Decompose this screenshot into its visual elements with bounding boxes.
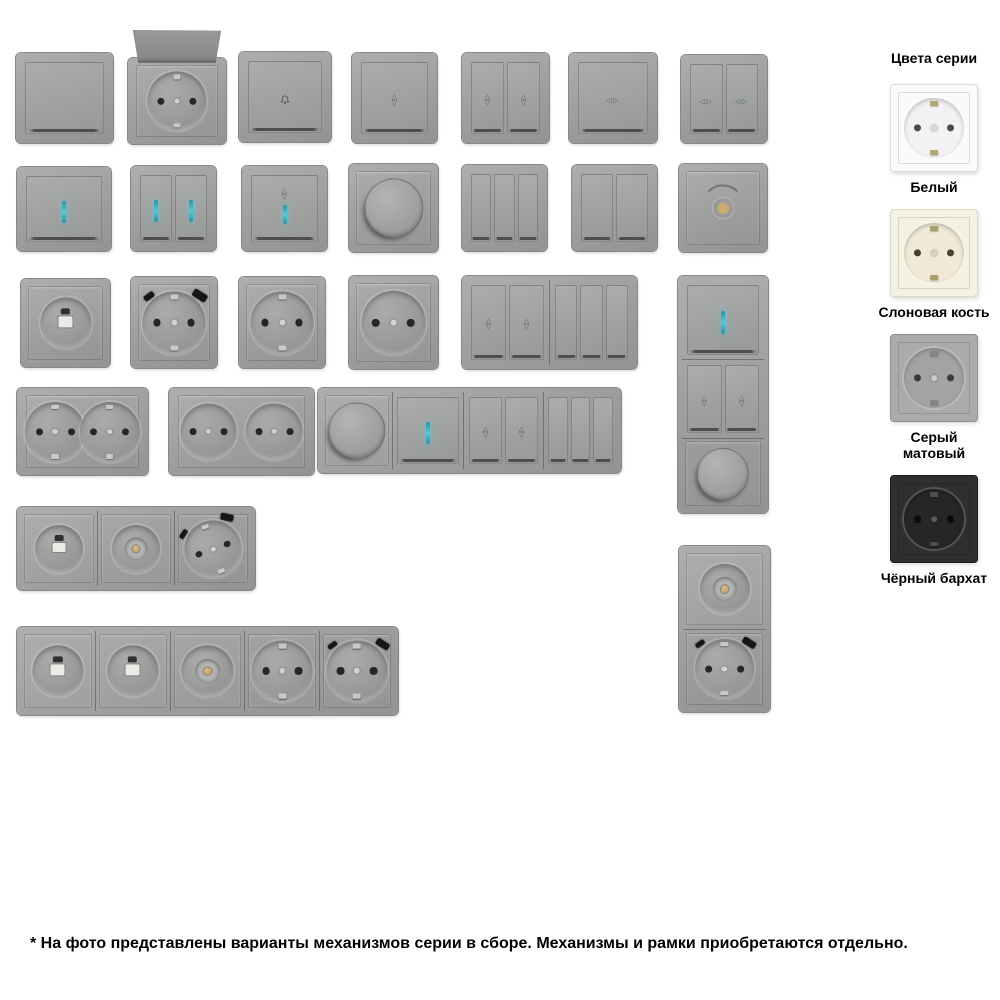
- ethernet-module: [21, 631, 95, 711]
- rj45-clip: [128, 656, 137, 663]
- rockers: [361, 62, 429, 134]
- up-down-arrows-icon: [702, 396, 707, 408]
- earth-clip: [353, 694, 361, 699]
- switch2-arrows-module: [466, 280, 549, 365]
- pin-hole: [189, 97, 196, 104]
- switch-rocker: [725, 365, 760, 433]
- socket-recess: [107, 645, 158, 696]
- rj45-port: [50, 664, 66, 676]
- switch-rocker: [494, 174, 515, 243]
- part-detail: ▽: [391, 99, 398, 107]
- rockers: [690, 64, 759, 134]
- switch-rocker: [26, 176, 102, 243]
- rj45-port: [52, 542, 67, 554]
- socket-with-lid: [128, 58, 226, 144]
- part-detail: ▽: [520, 99, 527, 107]
- vertical-two-gang-frame: [679, 546, 770, 712]
- up-down-arrows-icon: [282, 189, 287, 201]
- center-screw: [390, 319, 396, 325]
- socket-recess: [142, 291, 205, 354]
- socket-recess: [180, 403, 237, 460]
- color-label: Белый: [910, 179, 958, 195]
- earth-clip: [52, 454, 60, 459]
- ethernet-socket: [21, 279, 110, 367]
- rotary-dimmer: [349, 164, 438, 252]
- socket2pin-module: [353, 280, 434, 365]
- switch-rocker: [548, 397, 567, 465]
- switch-rocker: [471, 174, 492, 243]
- switch-rocker: [690, 64, 723, 134]
- socket-recess: [246, 403, 303, 460]
- rockers: [578, 62, 648, 134]
- socket-usb-tilt-module: [174, 511, 251, 586]
- socket-with-usb: [131, 277, 217, 368]
- switch-rocker: [687, 285, 759, 355]
- color-swatch-black-velvet: [878, 475, 990, 586]
- rockers: [251, 175, 319, 243]
- rockers: [397, 397, 459, 465]
- pin-hole: [221, 428, 228, 435]
- earth-clip: [930, 542, 938, 547]
- dimmer-knob: [329, 402, 386, 459]
- socket-recess: [695, 639, 755, 699]
- hinged-lid: [133, 30, 221, 63]
- socket-usb-module: [135, 281, 213, 364]
- pin-hole: [947, 124, 954, 131]
- earth-clip: [217, 567, 226, 574]
- center-screw: [53, 429, 59, 435]
- color-options-panel: [878, 50, 990, 600]
- switch-arrows-led-module: [246, 170, 323, 247]
- switch3-module: [549, 280, 633, 365]
- socket-recess: [32, 645, 83, 696]
- up-down-arrows-icon: [392, 95, 397, 107]
- up-down-arrows-icon: [524, 319, 529, 331]
- pin-hole: [261, 319, 269, 327]
- horizontal-three-gang-frame: [17, 507, 255, 590]
- switch-module: [20, 57, 109, 139]
- two-gang-switch-with-indicator: [131, 166, 216, 251]
- pin-hole: [153, 319, 161, 327]
- rockers: [140, 175, 208, 243]
- up-down-arrows-icon: [739, 396, 744, 408]
- switch-arrows-module: [356, 57, 433, 139]
- socket-recess: [147, 71, 206, 130]
- color-swatch-gray-matte: [878, 334, 990, 461]
- socket-recess: [904, 489, 964, 549]
- rj45-port: [125, 664, 141, 676]
- earth-clip: [930, 492, 938, 497]
- pin-hole: [947, 250, 954, 257]
- pin-hole: [947, 375, 954, 382]
- earth-clip: [278, 346, 286, 351]
- rj45-port: [58, 316, 74, 328]
- switch-rocker: [580, 285, 602, 360]
- center-screw: [931, 517, 937, 523]
- shutter-switch: [352, 53, 437, 143]
- socket-recess: [361, 290, 426, 355]
- switch-led-module: [21, 171, 107, 247]
- switch-bell-module: [243, 56, 327, 138]
- pin-hole: [337, 667, 344, 674]
- switch-led-module: [682, 280, 764, 359]
- schuko-lid-module: [132, 62, 222, 140]
- colors-heading: Цвета серии: [890, 50, 978, 66]
- indicator-led: [154, 200, 158, 222]
- sensor-module: [683, 168, 763, 248]
- switch-rocker: [361, 62, 429, 134]
- rockers: [548, 397, 612, 465]
- earth-clip: [930, 226, 938, 231]
- earth-clip: [721, 691, 729, 696]
- part-detail: [281, 96, 289, 102]
- rockers: [248, 61, 322, 133]
- switch-rocker: [509, 285, 544, 360]
- pin-hole: [157, 97, 164, 104]
- switch-rocker: [471, 62, 504, 134]
- indicator-led: [189, 200, 193, 222]
- part-detail: △: [391, 93, 398, 101]
- two-gang-shutter-switch: [462, 53, 549, 143]
- switch-rocker: [687, 365, 722, 433]
- switch-rocker: [593, 397, 612, 465]
- two-gang-crossover-switch: [681, 55, 767, 143]
- earth-clip: [278, 694, 286, 699]
- switch-rocker: [507, 62, 540, 134]
- switch-led-module: [392, 392, 463, 469]
- part-detail: ▽: [701, 400, 707, 408]
- crossover-switch: [569, 53, 657, 143]
- switch2-arrows-module: [682, 359, 764, 437]
- color-swatches: [878, 84, 990, 586]
- up-down-arrows-icon: [483, 427, 488, 439]
- dimmer-knob: [364, 178, 423, 237]
- pin-hole: [122, 428, 129, 435]
- ethernet-module: [21, 511, 97, 586]
- switch-rocker: [726, 64, 759, 134]
- ethernet-module: [25, 283, 106, 363]
- switch-rocker: [25, 62, 103, 134]
- rockers: [555, 285, 628, 360]
- socket-recess: [904, 98, 964, 158]
- socket-recess: [25, 401, 85, 461]
- pin-hole: [68, 428, 75, 435]
- rockers: [581, 174, 649, 243]
- pin-hole: [190, 428, 197, 435]
- pin-hole: [90, 428, 97, 435]
- pin-hole: [947, 516, 954, 523]
- part-detail: ▽: [739, 400, 745, 408]
- switch-triangles-module: [573, 57, 653, 139]
- dimmer-module: [322, 392, 392, 469]
- switch2-module: [576, 169, 653, 247]
- indicator-led: [721, 311, 725, 334]
- sensor-lens: [712, 197, 734, 219]
- part-detail: ▽: [482, 432, 489, 440]
- center-screw: [931, 375, 937, 381]
- part-detail: △: [701, 394, 707, 402]
- part-detail: △: [485, 318, 492, 326]
- pin-hole: [256, 428, 263, 435]
- pin-hole: [286, 428, 293, 435]
- center-screw: [272, 429, 277, 434]
- up-down-arrows-icon: [485, 95, 490, 107]
- socket-recess: [327, 641, 388, 702]
- switch-rocker: [578, 62, 648, 134]
- left-right-arrows-icon: ◁▷: [606, 97, 620, 105]
- up-down-arrows-icon: [486, 319, 491, 331]
- part-detail: △: [482, 426, 489, 434]
- switch-rocker: [248, 61, 322, 133]
- earth-clip: [353, 644, 361, 649]
- switch-rocker: [397, 397, 459, 465]
- left-right-arrows-icon: ◁▷: [699, 98, 713, 106]
- coax-pin: [721, 585, 729, 593]
- vertical-three-gang-frame: [678, 276, 768, 513]
- rockers: [469, 397, 538, 465]
- pin-hole: [36, 428, 43, 435]
- pin-hole: [262, 667, 269, 674]
- switch-rocker: [571, 397, 590, 465]
- earth-clip: [173, 123, 181, 128]
- left-right-arrows-icon: ◁▷: [735, 98, 749, 106]
- pin-hole: [914, 375, 921, 382]
- part-detail: △: [484, 93, 491, 101]
- switch-rocker: [175, 175, 207, 243]
- pin-hole: [194, 549, 203, 558]
- part-detail: △: [518, 426, 525, 434]
- doorbell-switch: [239, 52, 331, 142]
- earth-clip: [278, 294, 286, 299]
- swatch-socket-white: [890, 84, 978, 172]
- swatch-socket-black-velvet: [890, 475, 978, 563]
- rj45-clip: [55, 535, 64, 541]
- switch2-arrows-module: [466, 57, 545, 139]
- swatch-socket-gray-matte: [890, 334, 978, 422]
- color-label: Серый матовый: [902, 429, 966, 462]
- shutter-switch-with-indicator: [242, 166, 327, 251]
- earth-clip: [170, 294, 178, 299]
- pin-hole: [223, 539, 232, 548]
- rj45-clip: [61, 308, 70, 315]
- color-swatch-white: [878, 84, 990, 195]
- tv-module: [170, 631, 245, 711]
- earth-clip: [201, 523, 210, 530]
- swatch-socket-ivory: [890, 209, 978, 297]
- center-screw: [210, 545, 217, 552]
- earth-clip: [930, 400, 938, 405]
- center-screw: [174, 98, 180, 104]
- color-label: Чёрный бархат: [880, 570, 988, 587]
- center-screw: [279, 668, 285, 674]
- switch-rocker: [505, 397, 538, 465]
- tv-module: [683, 550, 766, 629]
- earth-clip: [173, 74, 181, 79]
- pin-hole: [407, 319, 415, 327]
- switch-rocker: [581, 174, 613, 243]
- pin-hole: [187, 319, 195, 327]
- pin-hole: [737, 665, 744, 672]
- one-gang-switch: [16, 53, 113, 143]
- earth-clip: [930, 150, 938, 155]
- earth-clip: [278, 644, 286, 649]
- schuko-socket: [239, 277, 325, 368]
- switch-rocker: [606, 285, 628, 360]
- center-screw: [171, 320, 177, 326]
- center-screw: [931, 125, 937, 131]
- color-swatch-ivory: [878, 209, 990, 320]
- pin-hole: [914, 516, 921, 523]
- switch-rocker: [616, 174, 648, 243]
- socket-usb-module: [683, 629, 766, 709]
- double-2pin-module: [173, 392, 310, 471]
- socket-without-earth: [349, 276, 438, 369]
- rockers: [471, 174, 539, 243]
- two-gang-switch: [572, 165, 657, 251]
- switch3-module: [543, 392, 617, 469]
- up-down-arrows-icon: [519, 427, 524, 439]
- pin-hole: [295, 667, 302, 674]
- switch-rocker: [518, 174, 539, 243]
- earth-clip: [106, 404, 114, 409]
- socket-recess: [80, 401, 140, 461]
- center-screw: [354, 668, 360, 674]
- socket-recess: [40, 297, 91, 348]
- rockers: [26, 176, 102, 243]
- part-detail: △: [281, 188, 288, 196]
- earth-clip: [930, 101, 938, 106]
- indicator-led: [62, 201, 66, 223]
- three-gang-switch: [462, 165, 547, 251]
- double-schuko-socket: [17, 388, 148, 475]
- rockers: [471, 285, 544, 360]
- switch-rocker: [469, 397, 502, 465]
- rockers: [687, 285, 759, 355]
- pin-hole: [372, 319, 380, 327]
- color-label: Слоновая кость: [878, 304, 990, 321]
- part-detail: ▽: [484, 99, 491, 107]
- switch2-led-module: [135, 170, 212, 247]
- socket-recess: [35, 525, 83, 573]
- switch-rocker: [555, 285, 577, 360]
- earth-clip: [930, 275, 938, 280]
- pin-hole: [705, 665, 712, 672]
- motion-sensor: [679, 164, 767, 252]
- pin-hole: [370, 667, 377, 674]
- part-detail: [284, 103, 286, 105]
- up-down-arrows-icon: [521, 95, 526, 107]
- center-screw: [722, 666, 728, 672]
- pin-hole: [914, 124, 921, 131]
- socket-recess: [904, 348, 964, 408]
- center-screw: [279, 320, 285, 326]
- center-screw: [206, 429, 211, 434]
- schuko-module: [244, 631, 319, 711]
- pin-hole: [295, 319, 303, 327]
- pin-hole: [914, 250, 921, 257]
- horizontal-four-gang-frame: [318, 388, 621, 473]
- earth-clip: [106, 454, 114, 459]
- rockers: [687, 365, 759, 433]
- double-schuko-module: [21, 392, 144, 471]
- dimmer-module: [682, 438, 764, 509]
- switch2-triangles-module: [685, 59, 763, 139]
- indicator-led: [283, 205, 287, 225]
- rockers: [25, 62, 103, 134]
- socket-recess: [182, 645, 233, 696]
- earth-clip: [170, 346, 178, 351]
- socket-usb-module: [319, 631, 394, 711]
- socket-recess: [250, 291, 313, 354]
- part-detail: ▽: [518, 432, 525, 440]
- switch2-arrows-module: [463, 392, 543, 469]
- part-detail: △: [523, 318, 530, 326]
- rj45-clip: [53, 656, 62, 663]
- part-detail: △: [739, 394, 745, 402]
- schuko-module: [243, 281, 321, 364]
- center-screw: [931, 250, 937, 256]
- coax-pin: [204, 667, 212, 675]
- horizontal-five-gang-frame: [17, 627, 398, 715]
- center-screw: [107, 429, 113, 435]
- bell-icon: [280, 94, 291, 105]
- footnote: * На фото представлены варианты механизмов серии в сборе. Механизмы и рамки приобретаются отдельно.: [30, 935, 908, 952]
- switch-rocker: [140, 175, 172, 243]
- dimmer-knob: [697, 448, 749, 500]
- rockers: [471, 62, 541, 134]
- switch-rocker: [471, 285, 506, 360]
- ethernet-module: [95, 631, 170, 711]
- socket-recess: [112, 525, 160, 573]
- earth-clip: [721, 642, 729, 647]
- part-detail: ▽: [281, 194, 288, 202]
- frame-shutter-and-three-gang: [462, 276, 637, 369]
- dimmer-module: [353, 168, 434, 248]
- earth-clip: [930, 351, 938, 356]
- socket-recess: [252, 641, 313, 702]
- switch-rocker: [251, 175, 319, 243]
- tv-module: [97, 511, 174, 586]
- switch3-module: [466, 169, 543, 247]
- switch-with-indicator: [17, 167, 111, 251]
- part-detail: ▽: [523, 324, 530, 332]
- earth-clip: [52, 404, 60, 409]
- socket-recess: [904, 223, 964, 283]
- double-socket-without-earth: [169, 388, 314, 475]
- part-detail: △: [520, 93, 527, 101]
- part-detail: ▽: [485, 324, 492, 332]
- indicator-led: [426, 422, 430, 444]
